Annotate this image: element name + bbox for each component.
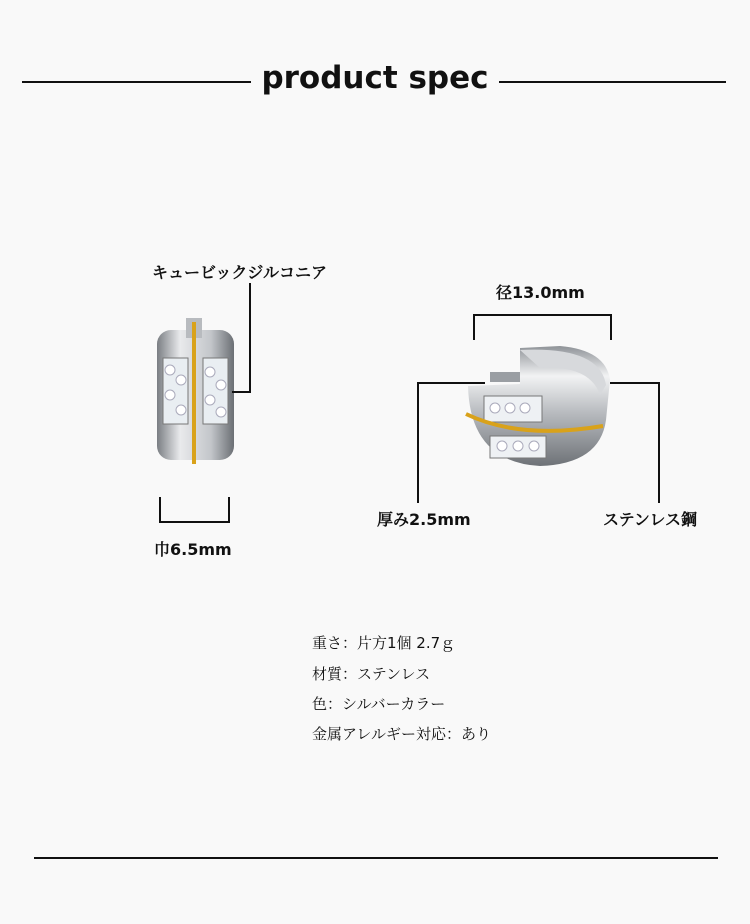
label-width: 巾6.5mm — [154, 540, 232, 559]
label-cubic-zirconia: キュービックジルコニア — [152, 263, 327, 282]
label-diameter: 径13.0mm — [496, 283, 585, 302]
spec-allergy: 金属アレルギー対応：あり — [312, 725, 492, 743]
spec-material: 材質：ステンレス — [312, 665, 431, 683]
label-stainless-steel: ステンレス鋼 — [603, 510, 698, 529]
earring-side-view — [466, 346, 610, 466]
page-title: product spec — [0, 60, 750, 96]
bottom-rule — [34, 857, 718, 859]
earring-front-view — [157, 318, 234, 464]
spec-weight: 重さ：片方1個 2.7ｇ — [312, 634, 456, 652]
label-thickness: 厚み2.5mm — [377, 510, 471, 529]
spec-color: 色：シルバーカラー — [312, 695, 446, 713]
